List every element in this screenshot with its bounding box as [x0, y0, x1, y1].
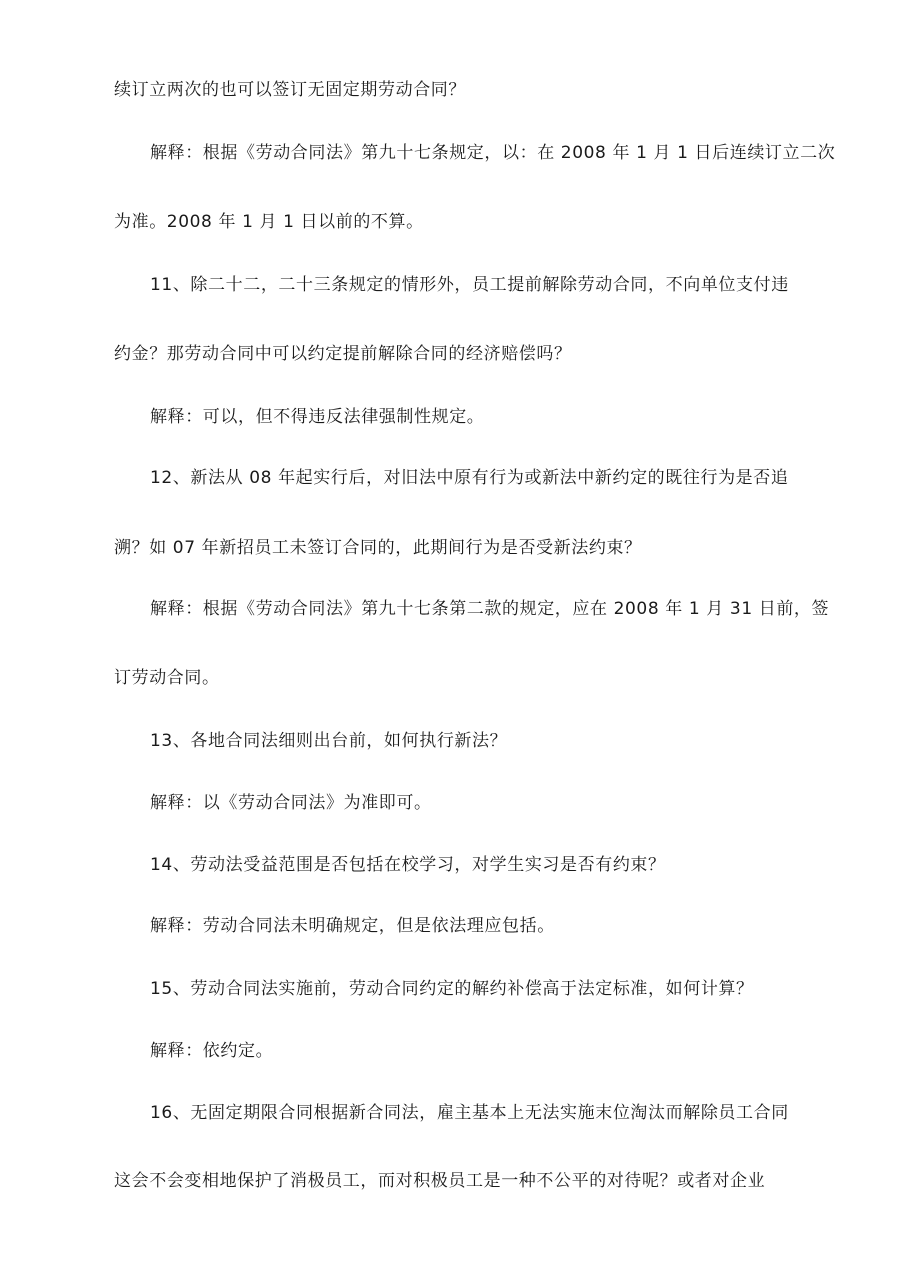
question-line-q15: 15、劳动合同法实施前，劳动合同约定的解约补偿高于法定标准，如何计算？	[150, 979, 754, 999]
answer-line-q12-1: 解释：根据《劳动合同法》第九十七条第二款的规定，应在 2008 年 1 月 31 日前，签	[150, 599, 830, 619]
question-line-q11-1: 11、除二十二，二十三条规定的情形外，员工提前解除劳动合同，不向单位支付违	[150, 275, 789, 295]
answer-line-q15: 解释：依约定。	[150, 1041, 274, 1061]
question-line-q16-1: 16、无固定期限合同根据新合同法，雇主基本上无法实施末位淘汰而解除员工合同	[150, 1103, 789, 1123]
answer-line-q13: 解释：以《劳动合同法》为准即可。	[150, 793, 432, 813]
question-line-q16-2: 这会不会变相地保护了消极员工，而对积极员工是一种不公平的对待呢？或者对企业	[114, 1171, 766, 1191]
text-line-continuation-q10: 续订立两次的也可以签订无固定期劳动合同？	[114, 80, 466, 100]
answer-line-q10-2: 为准。2008 年 1 月 1 日以前的不算。	[114, 212, 424, 232]
answer-line-q11: 解释：可以，但不得违反法律强制性规定。	[150, 407, 485, 427]
question-line-q13: 13、各地合同法细则出台前，如何执行新法？	[150, 731, 508, 751]
question-line-q14: 14、劳动法受益范围是否包括在校学习，对学生实习是否有约束？	[150, 855, 666, 875]
answer-line-q14: 解释：劳动合同法未明确规定，但是依法理应包括。	[150, 916, 555, 936]
answer-line-q12-2: 订劳动合同。	[114, 668, 220, 688]
question-line-q12-1: 12、新法从 08 年起实行后，对旧法中原有行为或新法中新约定的既往行为是否追	[150, 468, 789, 488]
question-line-q11-2: 约金？那劳动合同中可以约定提前解除合同的经济赔偿吗？	[114, 344, 572, 364]
question-line-q12-2: 溯？如 07 年新招员工未签订合同的，此期间行为是否受新法约束？	[114, 538, 642, 558]
answer-line-q10-1: 解释：根据《劳动合同法》第九十七条规定，以：在 2008 年 1 月 1 日后连续订立二次	[150, 143, 836, 163]
